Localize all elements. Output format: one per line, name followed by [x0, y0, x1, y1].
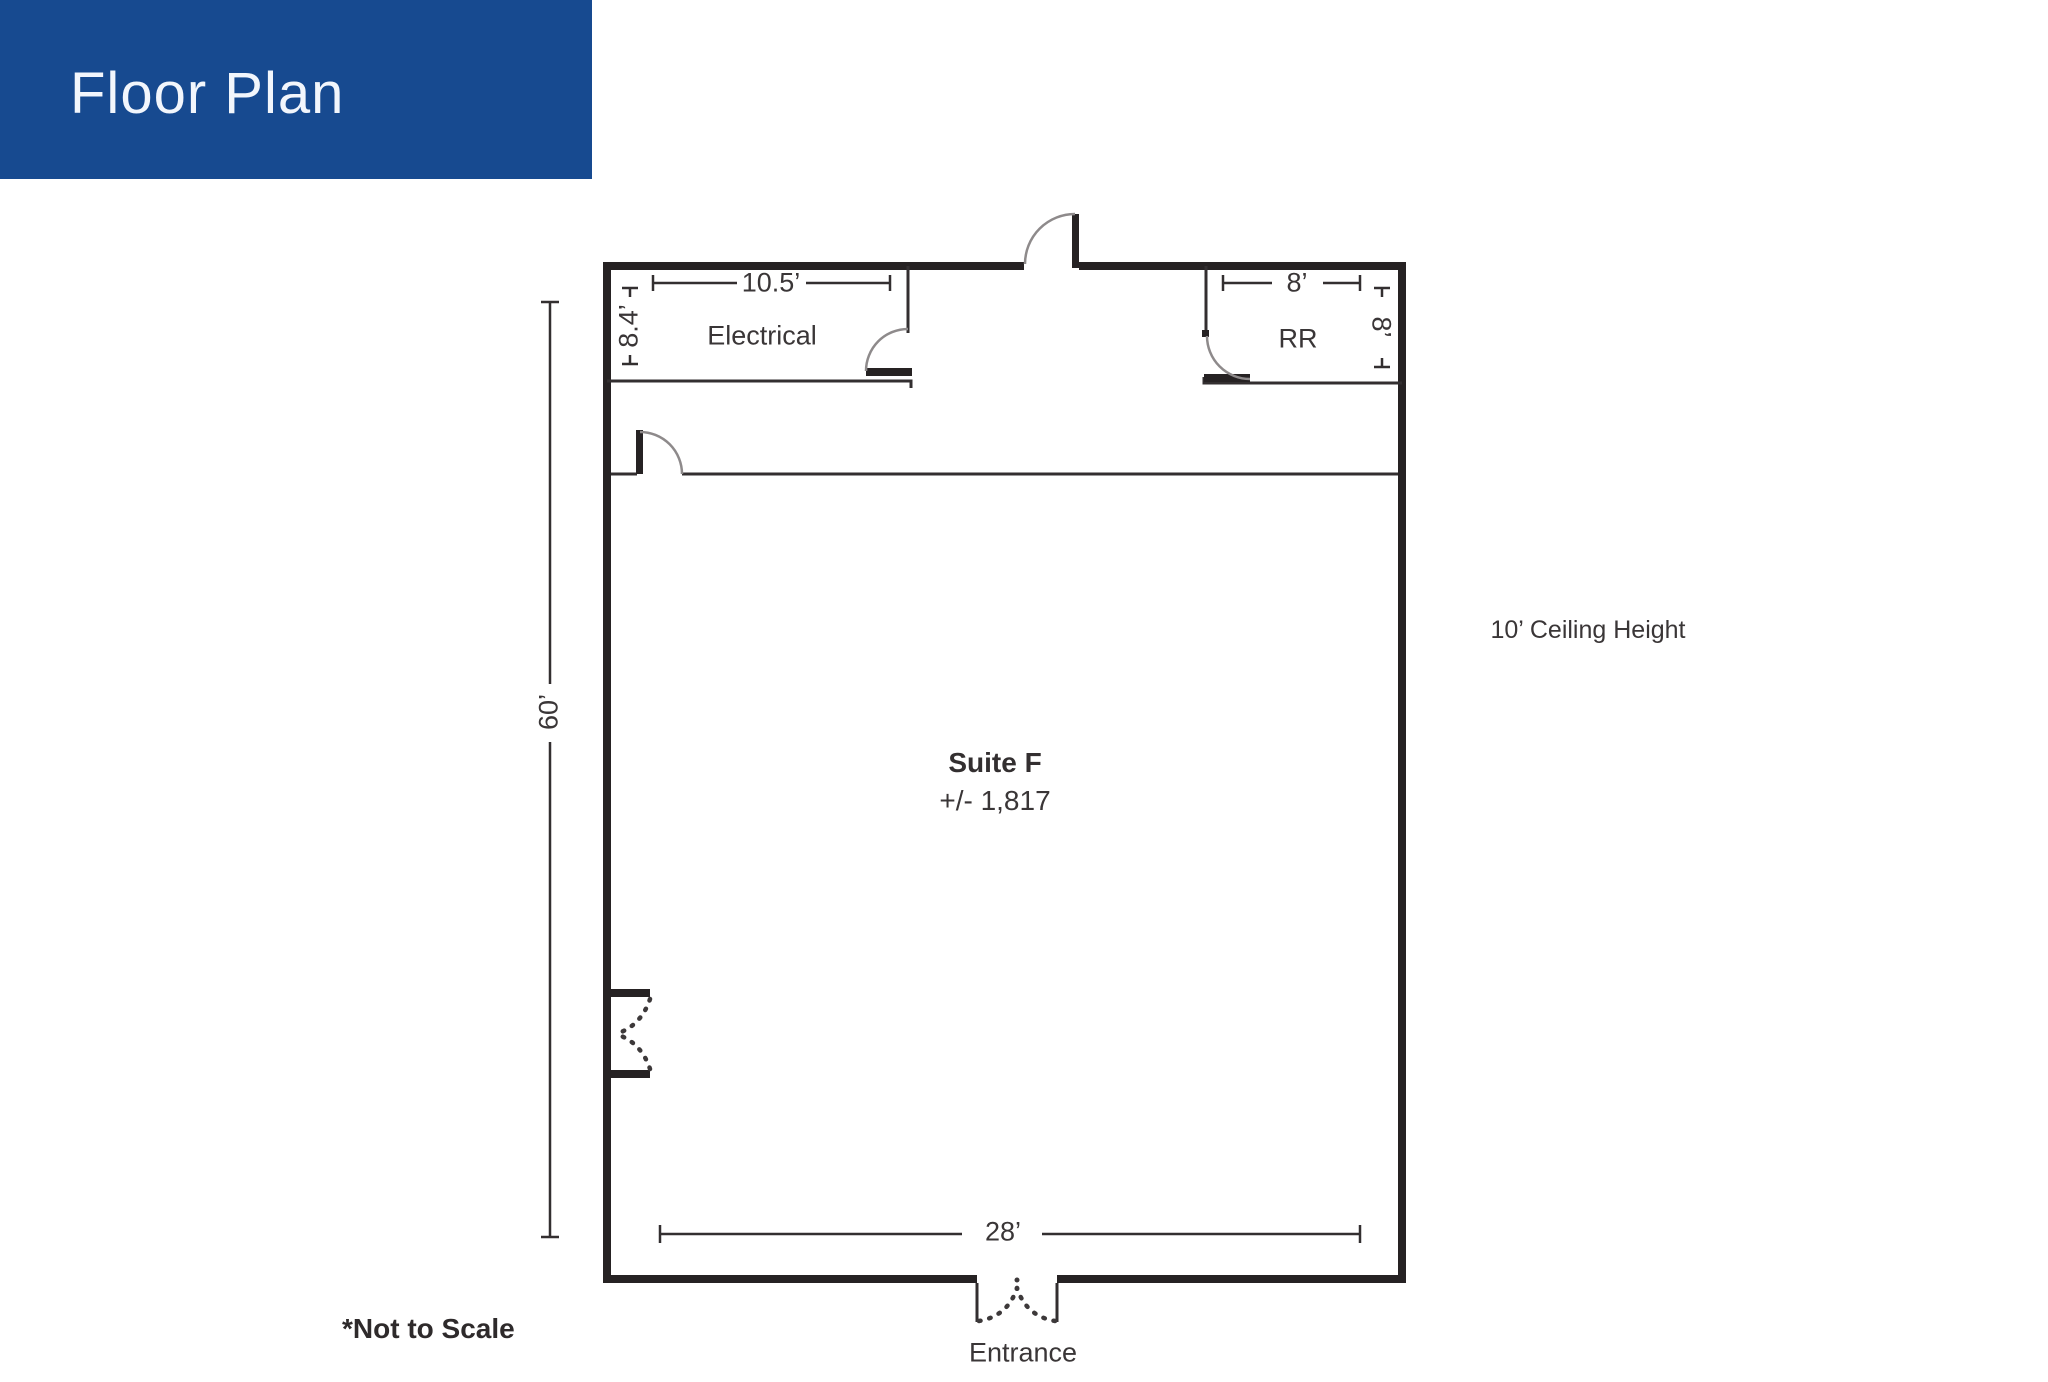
dim-overall-width: 28’	[984, 1216, 1022, 1247]
ceiling-height-note: 10’ Ceiling Height	[1490, 616, 1686, 644]
rear-door	[1025, 214, 1079, 268]
page-title: Floor Plan	[70, 61, 345, 126]
electrical-room-label: Electrical	[707, 320, 817, 351]
suite-area: +/- 1,817	[939, 785, 1051, 816]
dim-restroom-width: 8’	[1286, 267, 1308, 298]
not-to-scale-note: *Not to Scale	[342, 1313, 515, 1344]
restroom-label: RR	[1278, 323, 1318, 354]
entrance-label: Entrance	[968, 1337, 1078, 1368]
restroom-door	[1202, 330, 1250, 382]
entrance-doors	[977, 1278, 1057, 1323]
corridor-door	[636, 430, 682, 474]
dim-restroom-height: 8’	[1366, 316, 1397, 338]
electrical-door	[866, 329, 912, 376]
dim-electrical-width: 10.5’	[741, 267, 801, 298]
dim-overall-height: 60’	[533, 693, 564, 731]
suite-name: Suite F	[948, 747, 1042, 778]
dim-electrical-height: 8.4’	[613, 304, 644, 348]
